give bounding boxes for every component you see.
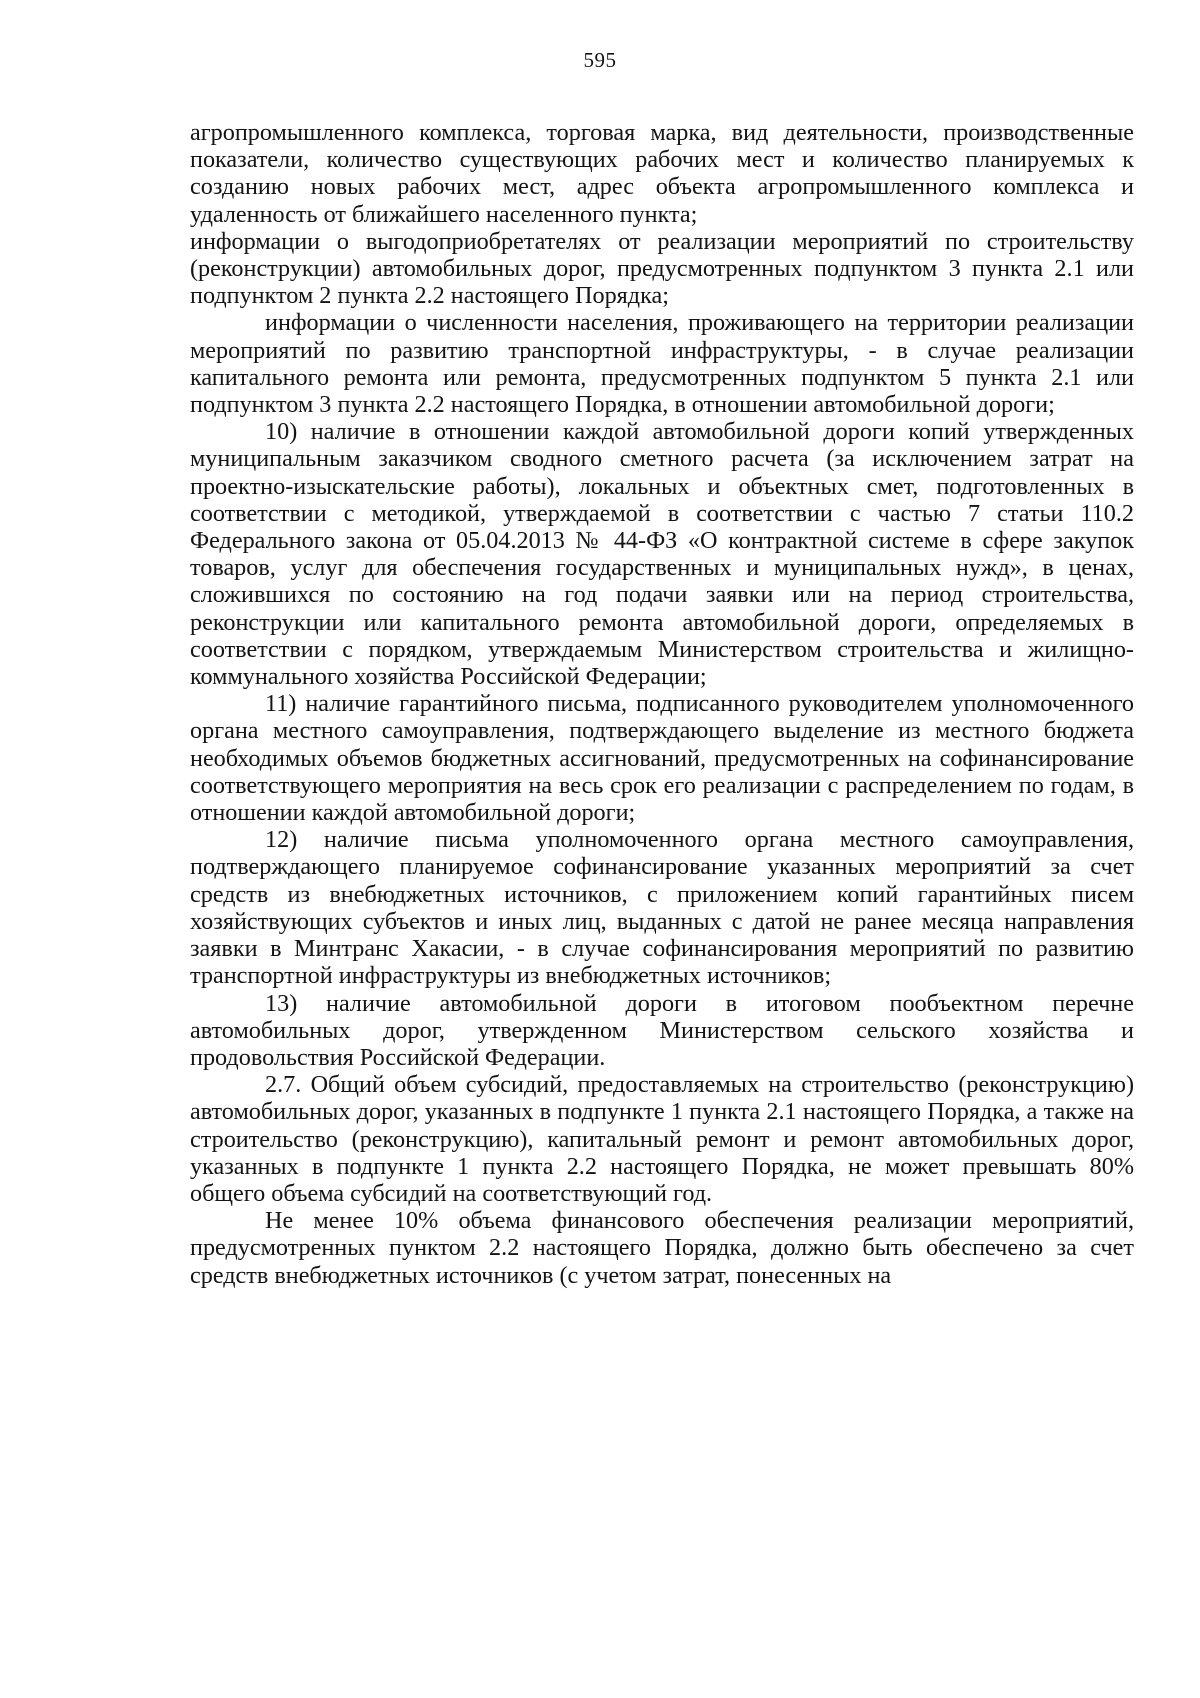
paragraph-item-11: 11) наличие гарантийного письма, подписанного руководителем уполномоченного органа местного самоуправления, подтверждающего выделение из местного бюджета необходимых объемов бюджетных ассигнований, предусмотренных на софинансирование соответствующего мероприятия на весь срок его реализации с распределением по годам, в отношении каждой автомобильной дороги; — [190, 690, 1134, 827]
page-number: 595 — [583, 48, 617, 72]
paragraph-last: Не менее 10% объема финансового обеспечения реализации мероприятий, предусмотренных пунктом 2.2 настоящего Порядка, должно быть обеспечено за счет средств внебюджетных источников (с учетом затрат, понесенных на — [190, 1207, 1134, 1289]
paragraph-1: агропромышленного комплекса, торговая марка, вид деятельности, производственные показатели, количество существующих рабочих мест и количество планируемых к созданию новых рабочих мест, адрес объекта агропромышленного комплекса и удаленность от ближайшего населенного пункта; — [190, 119, 1134, 228]
paragraph-item-13: 13) наличие автомобильной дороги в итоговом пообъектном перечне автомобильных дорог, утвержденном Министерством сельского хозяйства и продовольствия Российской Федерации. — [190, 989, 1134, 1071]
paragraph-item-10: 10) наличие в отношении каждой автомобильной дороги копий утвержденных муниципальным заказчиком сводного сметного расчета (за исключением затрат на проектно-изыскательские работы), локальных и объектных смет, подготовленных в соответствии с методикой, утверждаемой в соответствии с частью 7 статьи 110.2 Федерального закона от 05.04.2013 № 44-ФЗ «О контрактной системе в сфере закупок товаров, услуг для обеспечения государственных и муниципальных нужд», в ценах, сложившихся по состоянию на год подачи заявки или на период строительства, реконструкции или капитального ремонта автомобильной дороги, определяемых в соответствии с порядком, утверждаемым Министерством строительства и жилищно-коммунального хозяйства Российской Федерации; — [190, 418, 1134, 691]
paragraph-item-12: 12) наличие письма уполномоченного органа местного самоуправления, подтверждающего планируемое софинансирование указанных мероприятий за счет средств из внебюджетных источников, с приложением копий гарантийных писем хозяйствующих субъектов и иных лиц, выданных с датой не ранее месяца направления заявки в Минтранс Хакасии, - в случае софинансирования мероприятий по развитию транспортной инфраструктуры из внебюджетных источников; — [190, 826, 1134, 990]
document-body — [190, 119, 1134, 1289]
paragraph-2: информации о выгодоприобретателях от реализации мероприятий по строительству (реконструкции) автомобильных дорог, предусмотренных подпунктом 3 пункта 2.1 или подпунктом 2 пункта 2.2 настоящего Порядка; — [190, 227, 1134, 310]
paragraph-3: информации о численности населения, проживающего на территории реализации мероприятий по развитию транспортной инфраструктуры, - в случае реализации капитального ремонта или ремонта, предусмотренных подпунктом 5 пункта 2.1 или подпунктом 3 пункта 2.2 настоящего Порядка, в отношении автомобильной дороги; — [190, 309, 1134, 419]
paragraph-section-2-7: 2.7. Общий объем субсидий, предоставляемых на строительство (реконструкцию) автомобильных дорог, указанных в подпункте 1 пункта 2.1 настоящего Порядка, а также на строительство (реконструкцию), капитальный ремонт и ремонт автомобильных дорог, указанных в подпункте 1 пункта 2.2 настоящего Порядка, не может превышать 80% общего объема субсидий на соответствующий год. — [190, 1071, 1134, 1207]
